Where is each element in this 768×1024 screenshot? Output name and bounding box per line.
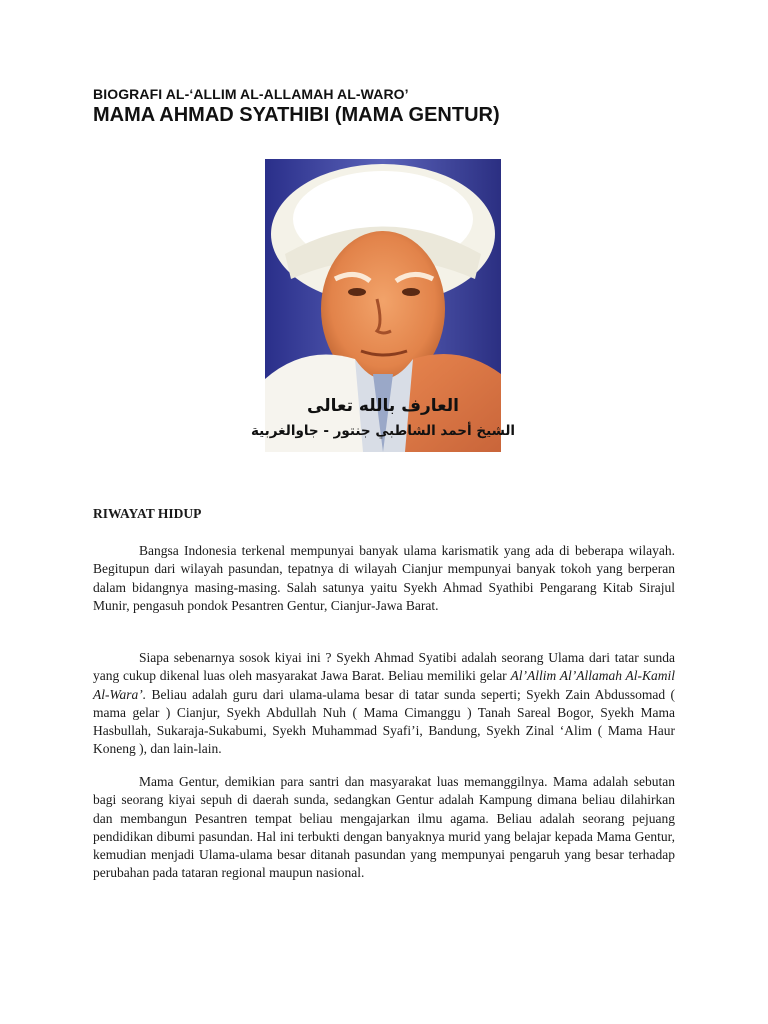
honorific-title: Al’Allim Al’Allamah Al-Kamil Al-Wara’. <box>93 668 675 702</box>
paragraph-2-text-a: Siapa sebenarnya sosok kiyai ini ? Syekh Ahmad Syatibi adalah seorang Ulama dari tatar sunda yang cukup dikenal luas oleh masyarakat Jawa Barat. Beliau memiliki gelar <box>93 650 675 684</box>
document-kicker: BIOGRAFI AL-‘ALLIM AL-ALLAMAH AL-WARO’ <box>93 86 409 102</box>
section-heading: RIWAYAT HIDUP <box>93 506 202 521</box>
paragraph-1-text: Bangsa Indonesia terkenal mempunyai banyak ulama karismatik yang ada di beberapa wilayah. Begitupun dari wilayah pasundan, tepatnya di wilayah Cianjur mempunyai banyak tokoh yang berperan dalam bidangnya masing-masing. Salah satunya yaitu Syekh Ahmad Syathibi Pengarang Kitab Sirajul Munir, pengasuh pondok Pesantren Gentur, Cianjur-Jawa Barat. <box>93 543 675 613</box>
paragraph-1 <box>93 542 675 615</box>
paragraph-3 <box>93 773 675 883</box>
document-title: MAMA AHMAD SYATHIBI (MAMA GENTUR) <box>93 104 500 126</box>
paragraph-3-text: Mama Gentur, demikian para santri dan masyarakat luas memanggilnya. Mama adalah sebutan bagi seorang kiyai sepuh di daerah sunda, sedangkan Gentur adalah Kampung dimana beliau dilahirkan dan membangun Pesantren tempat beliau mengajarkan ilmu agama. Beliau adalah seorang pejuang pendidikan dibumi pasundan. Hal ini terbukti dengan banyaknya murid yang belajar kepada Mama Gentur, kemudian menjadi Ulama-ulama besar ditanah pasundan yang mempunyai pengaruh yang besar terhadap perubahan pada tataran regional maupun nasional. <box>93 774 675 881</box>
portrait-photo <box>250 159 516 452</box>
paragraph-2 <box>93 649 675 759</box>
portrait-caption-line2: الشيخ أحمد الشاطبي جنتور - جاوالغربية <box>250 423 516 439</box>
portrait-caption-line1: العارف بالله تعالى <box>307 396 459 416</box>
paragraph-2-text-b: Beliau adalah guru dari ulama-ulama besar di tatar sunda seperti; Syekh Zain Abdussomad ( mama gelar ) Cianjur, Syekh Abdullah Nuh ( Mama Cimanggu ) Tanah Sareal Bogor, Syekh Mama Hasbullah, Sukaraja-Sukabumi, Syekh Muhammad Syafi’i, Bandung, Syekh Zinal ‘Alim ( Mama Haur Koneng ), dan lain-lain. <box>93 686 675 757</box>
